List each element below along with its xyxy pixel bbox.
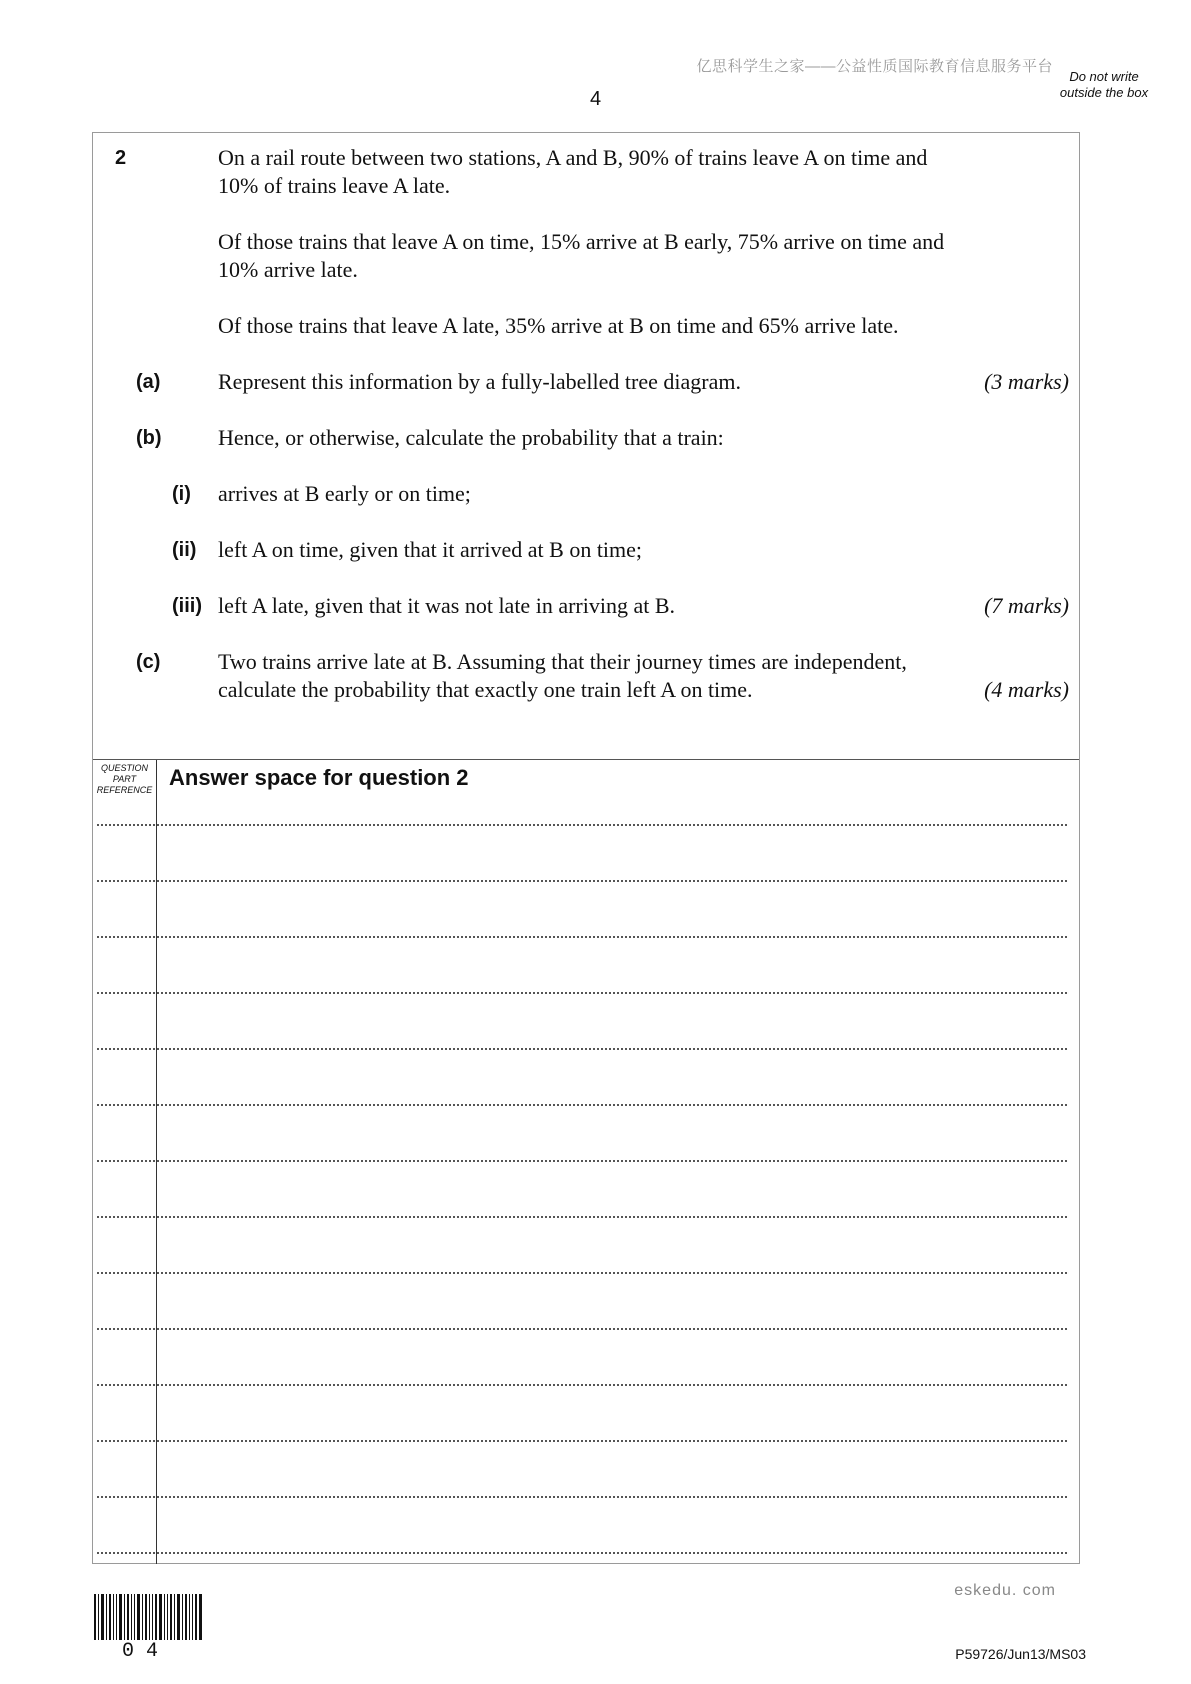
- answer-line[interactable]: [97, 1440, 1067, 1442]
- part-c-marks: (4 marks): [984, 677, 1069, 702]
- question-para2-line2: 10% arrive late.: [218, 257, 358, 282]
- part-b-iii-label: (iii): [172, 595, 202, 617]
- barcode-number: 04: [122, 1640, 171, 1663]
- part-b-ii-label: (ii): [172, 539, 197, 561]
- margin-note: Do not write outside the box: [1059, 69, 1149, 100]
- answer-line[interactable]: [97, 1272, 1067, 1274]
- barcode: [94, 1594, 204, 1640]
- answer-line[interactable]: [97, 880, 1067, 882]
- question-intro-line2: 10% of trains leave A late.: [218, 173, 451, 198]
- answer-line[interactable]: [97, 992, 1067, 994]
- part-a-text: Represent this information by a fully-labelled tree diagram.: [218, 369, 741, 394]
- question-para2-line1: Of those trains that leave A on time, 15% arrive at B early, 75% arrive on time and: [218, 229, 945, 254]
- question-box: [92, 132, 1080, 1564]
- answer-space-heading: Answer space for question 2: [169, 765, 469, 790]
- part-a-marks: (3 marks): [984, 369, 1069, 394]
- part-b-label: (b): [136, 427, 162, 449]
- answer-line[interactable]: [97, 824, 1067, 826]
- page-number: 4: [589, 88, 602, 110]
- header-watermark: 亿思科学生之家——公益性质国际教育信息服务平台: [696, 58, 1053, 75]
- part-c-line1: Two trains arrive late at B. Assuming that their journey times are independent,: [218, 649, 907, 674]
- part-b-i-text: arrives at B early or on time;: [218, 481, 471, 506]
- answer-line[interactable]: [97, 936, 1067, 938]
- answer-line[interactable]: [97, 1328, 1067, 1330]
- question-intro-line1: On a rail route between two stations, A and B, 90% of trains leave A on time and: [218, 145, 928, 170]
- part-b-text: Hence, or otherwise, calculate the probability that a train:: [218, 425, 724, 450]
- answer-line[interactable]: [97, 1104, 1067, 1106]
- part-b-ii-text: left A on time, given that it arrived at B on time;: [218, 537, 643, 562]
- question-number: 2: [115, 147, 127, 169]
- answer-line[interactable]: [97, 1496, 1067, 1498]
- part-b-iii-text: left A late, given that it was not late in arriving at B.: [218, 593, 676, 618]
- footer-watermark: eskedu. com: [954, 1582, 1056, 1599]
- question-para3: Of those trains that leave A late, 35% arrive at B on time and 65% arrive late.: [218, 313, 899, 338]
- part-b-marks: (7 marks): [984, 593, 1069, 618]
- answer-line[interactable]: [97, 1216, 1067, 1218]
- paper-code: P59726/Jun13/MS03: [955, 1646, 1086, 1662]
- answer-line[interactable]: [97, 1552, 1067, 1554]
- part-b-i-label: (i): [172, 483, 191, 505]
- part-c-line2: calculate the probability that exactly one train left A on time.: [218, 677, 753, 702]
- answer-line[interactable]: [97, 1384, 1067, 1386]
- part-a-label: (a): [136, 371, 161, 393]
- answer-line[interactable]: [97, 1160, 1067, 1162]
- answer-space[interactable]: [93, 759, 1079, 1564]
- question-part-reference-label: QUESTION PART REFERENCE: [96, 763, 153, 795]
- part-c-label: (c): [136, 651, 161, 673]
- answer-line[interactable]: [97, 1048, 1067, 1050]
